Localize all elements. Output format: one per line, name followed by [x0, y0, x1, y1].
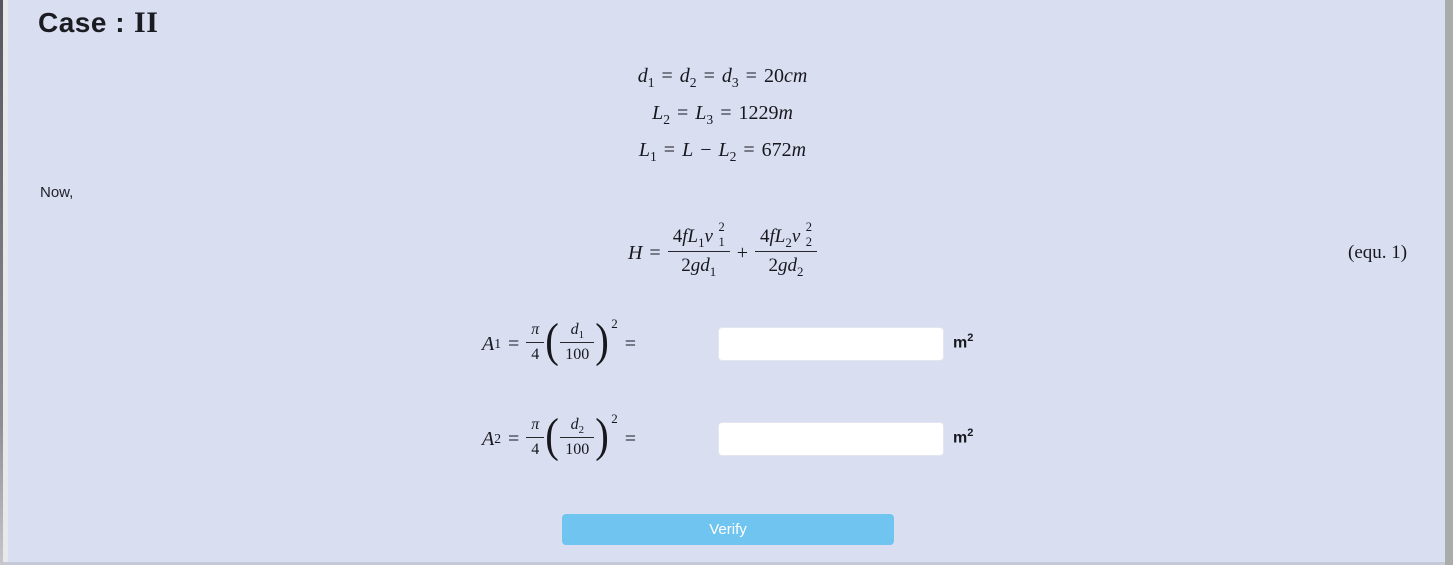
area-1-input[interactable] — [718, 327, 944, 361]
equation-length-1: $L_1 = L - L_2 = 672m$ — [638, 139, 807, 164]
area-1-unit: $m^2$ — [953, 332, 974, 352]
fraction-1: $4fL_1v$ 2 1 $2gd_1$ — [668, 226, 730, 277]
page-title-roman-numeral: II — [134, 6, 159, 39]
verify-button[interactable]: Verify — [562, 514, 894, 545]
now-label: Now, — [40, 184, 74, 201]
equation-diameters: $d_1 = d_2 = d_3 = 20cm$ — [637, 65, 808, 90]
equation-head-loss: H = $4fL_1v$ 2 1 $2gd_1$ + $4fL_2v$ 2 2 $2gd_2$ — [0, 222, 1445, 284]
window-right-edge — [1445, 0, 1453, 565]
area-2-input[interactable] — [718, 422, 944, 456]
area-equation-1: A 1 = $\frac{\pi}{4}$ ( $\frac{d_1}{100}$ ) 2 = — [482, 314, 637, 367]
fraction-2: $4fL_2v$ 2 2 $2gd_2$ — [755, 226, 817, 277]
equation-number-label: (equ. 1) — [1348, 242, 1408, 263]
area-2-unit: $m^2$ — [953, 427, 974, 447]
area-equation-2: A 2 = $\frac{\pi}{4}$ ( $\frac{d_2}{100}$ ) 2 = — [482, 409, 637, 462]
page-title — [38, 6, 158, 40]
given-equations — [0, 58, 1445, 169]
page-title-text: Case : — [38, 7, 126, 38]
equation-lengths-23: $L_2 = L_3 = 1229m$ — [652, 102, 793, 127]
H-variable: H — [627, 241, 643, 264]
